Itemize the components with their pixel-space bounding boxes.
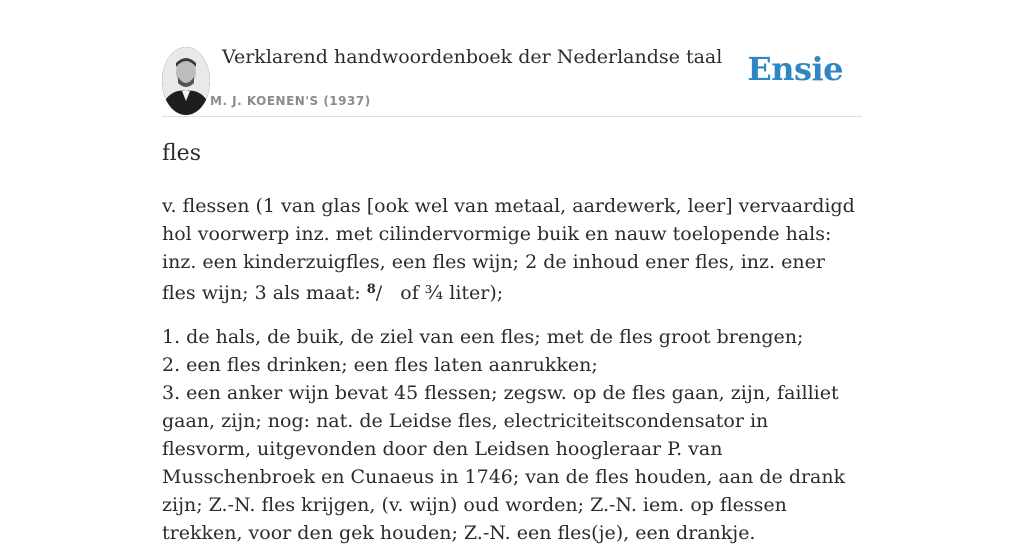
entry-examples — [162, 323, 862, 547]
definition-text-end: of ¾ liter); — [400, 282, 504, 304]
portrait-image — [162, 47, 210, 115]
fraction-numerator: 8 — [366, 282, 376, 297]
example-item: 2. een fles drinken; een fles laten aanrukken; — [162, 354, 598, 376]
dictionary-header — [162, 0, 862, 117]
dictionary-title[interactable]: Verklarend handwoordenboek der Nederlandse taal — [222, 46, 723, 68]
fraction-slash: / — [375, 282, 383, 304]
page — [162, 0, 862, 544]
ensie-logo[interactable]: Ensie — [747, 50, 843, 88]
example-item: 1. de hals, de buik, de ziel van een fles; met de fles groot brengen; — [162, 326, 804, 348]
entry-headword: fles — [162, 141, 201, 166]
entry-definition — [162, 192, 862, 307]
dictionary-author: M. J. KOENEN'S (1937) — [210, 94, 371, 108]
author-portrait — [162, 47, 210, 115]
definition-text: v. flessen (1 van glas [ook wel van metaal, aardewerk, leer] vervaardigd hol voorwerp inz. met cilindervormige buik en nauw toelopende hals: inz. een kinderzuigfles, een fles wijn; 2 de inhoud ener fles, inz. ener fles wijn; 3 als maat: — [162, 195, 855, 304]
example-item: 3. een anker wijn bevat 45 flessen; zegsw. op de fles gaan, zijn, failliet gaan, zijn; nog: nat. de Leidse fles, electriciteitscondensator in flesvorm, uitgevonden door den Leidsen hoogleraar P. van Musschenbroek en Cunaeus in 1746; van de fles houden, aan de drank zijn; Z.-N. fles krijgen, (v. wijn) oud worden; Z.-N. iem. op flessen trekken, voor den gek houden; Z.-N. een fles(je), een drankje. — [162, 382, 846, 544]
